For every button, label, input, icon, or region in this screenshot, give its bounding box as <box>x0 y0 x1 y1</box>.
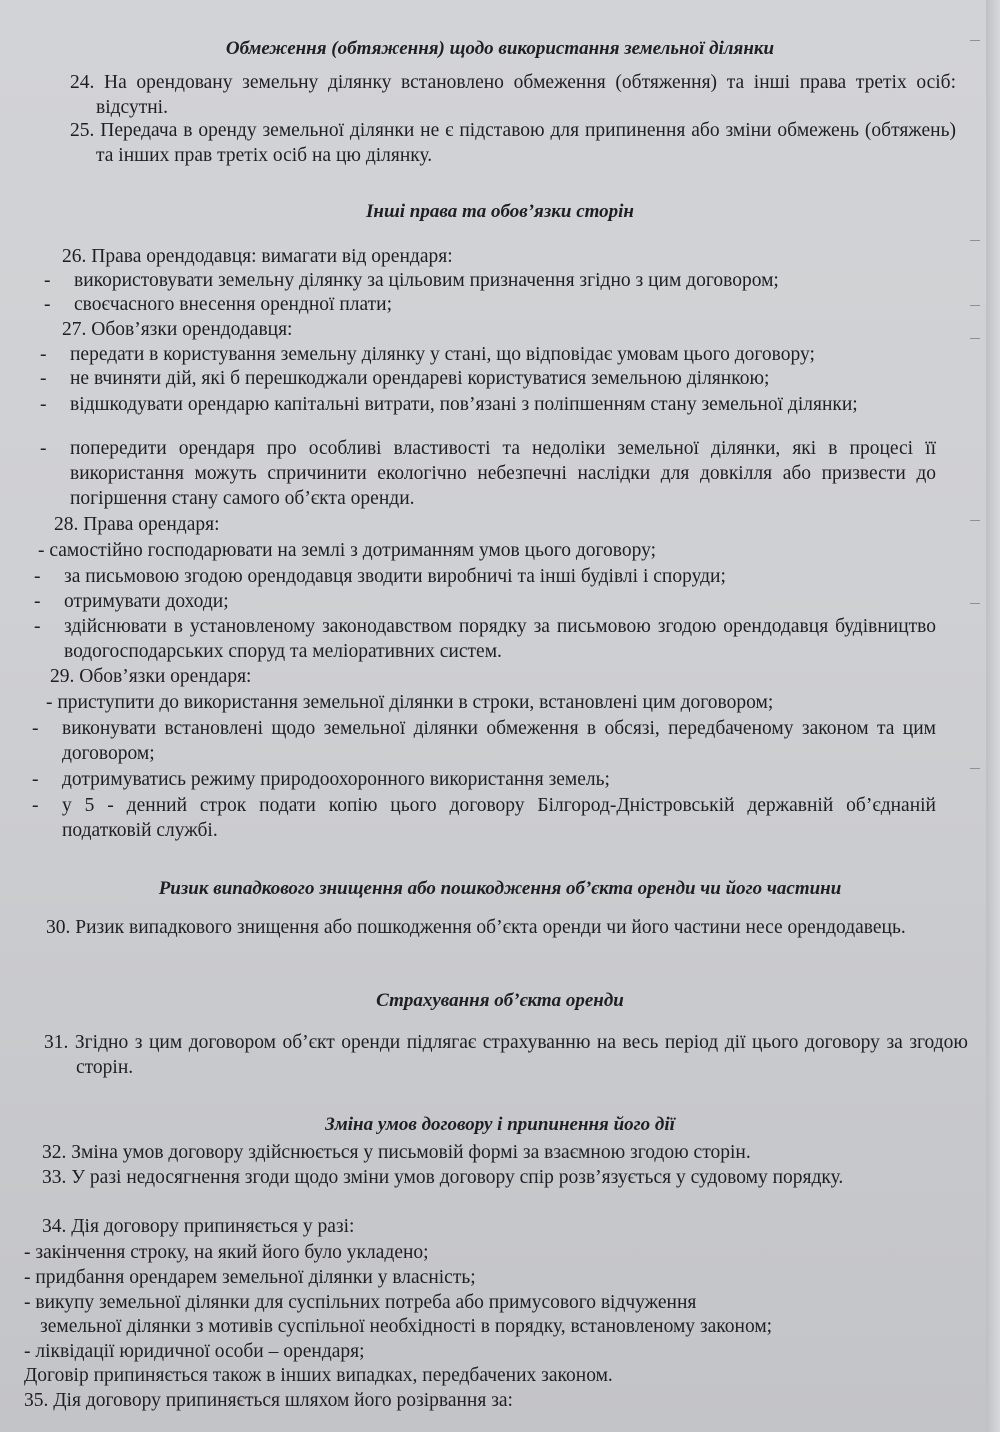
section-title-insurance: Страхування об’єкта оренди <box>376 990 624 1011</box>
list-item: - ліквідації юридичної особи – орендаря; <box>24 1341 365 1362</box>
margin-mark <box>970 520 980 521</box>
clause-27: 27. Обов’язки орендодавця: <box>62 319 293 340</box>
clause-32: 32. Зміна умов договору здійснюється у письмовій формі за взаємною згодою сторін. <box>42 1142 751 1163</box>
bullet-dash: - <box>32 718 39 739</box>
section-title-rights: Інші права та обов’язки сторін <box>366 201 634 222</box>
bullet-dash: - <box>34 566 41 587</box>
bullet-dash: - <box>44 294 51 315</box>
list-item: дотримуватись режиму природоохоронного використання земель; <box>62 769 610 790</box>
section-title-restrictions: Обмеження (обтяження) щодо використання земельної ділянки <box>225 38 775 59</box>
bullet-dash: - <box>44 270 51 291</box>
list-item: - приступити до використання земельної ділянки в строки, встановлені цим договором; <box>46 692 774 713</box>
clause-34-tail: Договір припиняється також в інших випадках, передбачених законом. <box>24 1365 613 1386</box>
clause-30: 30. Ризик випадкового знищення або пошкодження об’єкта оренди чи його частини несе орендодавець. <box>46 917 906 938</box>
margin-mark <box>970 305 980 306</box>
list-item: передати в користування земельну ділянку у стані, що відповідає умовам цього договору; <box>70 344 815 365</box>
list-item: отримувати доходи; <box>64 591 229 612</box>
list-item: - самостійно господарювати на землі з дотриманням умов цього договору; <box>38 540 657 561</box>
list-item: відшкодувати орендарю капітальні витрати, пов’язані з поліпшенням стану земельної ділянки; <box>70 394 858 415</box>
list-item: не вчиняти дій, які б перешкоджали орендареві користуватися земельною ділянкою; <box>70 368 770 389</box>
bullet-dash: - <box>40 394 47 415</box>
bullet-dash: - <box>32 795 39 816</box>
bullet-dash: - <box>34 616 41 637</box>
clause-24: 24. На орендовану земельну ділянку встановлено обмеження (обтяження) та інші права третіх осіб: відсутні. <box>70 72 956 118</box>
clause-33: 33. У разі недосягнення згоди щодо зміни умов договору спір розв’язується у судовому порядку. <box>42 1167 844 1188</box>
list-item: своєчасного внесення орендної плати; <box>74 294 393 315</box>
bullet-dash: - <box>40 368 47 389</box>
clause-25: 25. Передача в оренду земельної ділянки не є підставою для припинення або зміни обмежень (обтяжень) та інших прав третіх осіб на цю ділянку. <box>70 120 956 166</box>
bullet-dash: - <box>34 591 41 612</box>
margin-mark <box>970 603 980 604</box>
list-item: здійснювати в установленому законодавством порядку за письмовою згодою орендодавця будівництво водогосподарських споруд та меліоративних систем. <box>64 616 936 662</box>
margin-mark <box>970 768 980 769</box>
clause-29: 29. Обов’язки орендаря: <box>50 666 252 687</box>
clause-28: 28. Права орендаря: <box>54 514 220 535</box>
clause-31: 31. Згідно з цим договором об’єкт оренди підлягає страхуванню на весь період дії цього договору за згодою сторін. <box>44 1032 968 1078</box>
clause-34: 34. Дія договору припиняється у разі: <box>42 1216 355 1237</box>
list-item: у 5 - денний строк подати копію цього договору Білгород-Дністровській державній об’єднаній податковій службі. <box>62 795 936 841</box>
list-item: - викупу земельної ділянки для суспільних потреба або примусового відчуження <box>24 1292 697 1313</box>
bullet-dash: - <box>32 769 39 790</box>
margin-mark <box>970 338 980 339</box>
list-item: виконувати встановлені щодо земельної ділянки обмеження в обсязі, передбаченому законом та цим договором; <box>62 718 936 764</box>
list-item: - придбання орендарем земельної ділянки у власність; <box>24 1267 476 1288</box>
clause-26: 26. Права орендодавця: вимагати від орендаря: <box>62 246 453 267</box>
list-item: використовувати земельну ділянку за цільовим призначення згідно з цим договором; <box>74 270 779 291</box>
list-item: за письмовою згодою орендодавця зводити виробничі та інші будівлі і споруди; <box>64 566 726 587</box>
section-title-risk: Ризик випадкового знищення або пошкодження об’єкта оренди чи його частини <box>158 878 842 899</box>
list-item: - закінчення строку, на який його було укладено; <box>24 1242 429 1263</box>
margin-mark <box>970 240 980 241</box>
list-item: земельної ділянки з мотивів суспільної необхідності в порядку, встановленому законом; <box>40 1316 773 1337</box>
section-title-changes: Зміна умов договору і припинення його дії <box>325 1114 675 1135</box>
clause-35: 35. Дія договору припиняється шляхом його розірвання за: <box>24 1390 513 1411</box>
bullet-dash: - <box>40 344 47 365</box>
bullet-dash: - <box>40 438 47 459</box>
list-item: попередити орендаря про особливі властивості та недоліки земельної ділянки, які в процесі її використання можуть спричинити екологічно небезпечні наслідки для довкілля або призвести до погіршення стану самого об’єкта оренди. <box>70 438 936 509</box>
